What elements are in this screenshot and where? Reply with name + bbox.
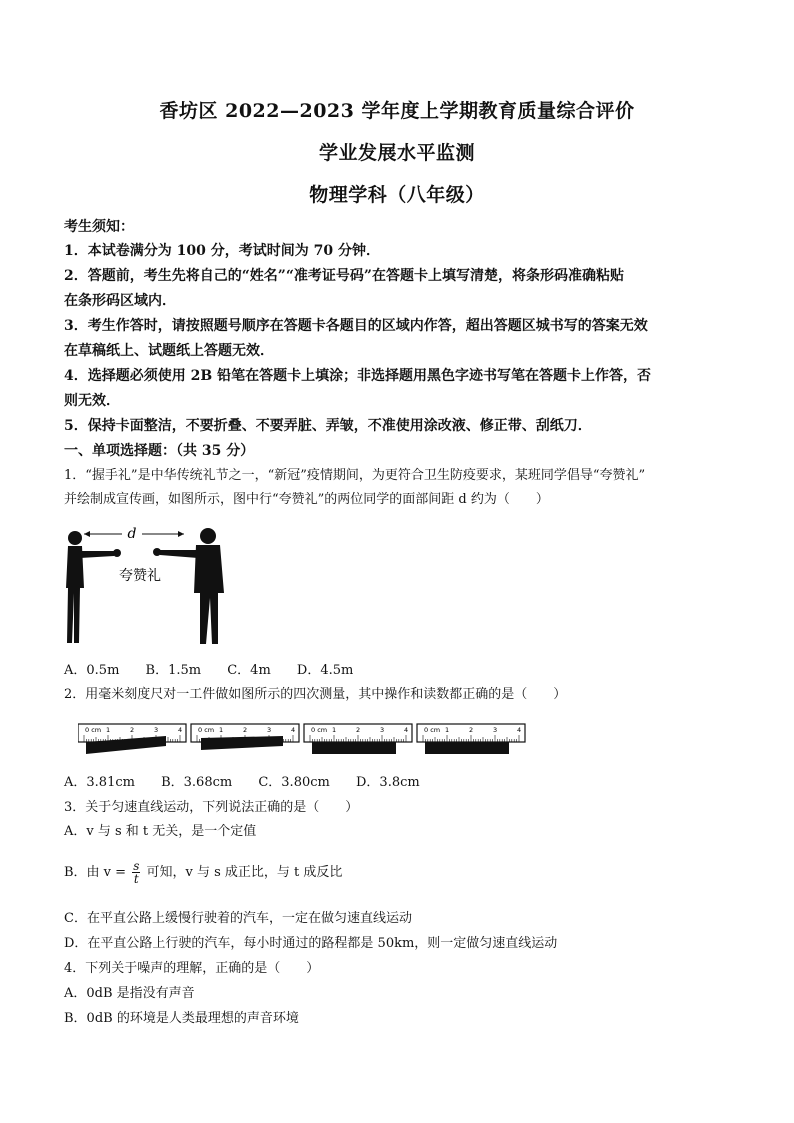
q2-option-d[interactable]: D．3.8cm bbox=[356, 775, 420, 790]
q1-option-c[interactable]: C．4m bbox=[227, 663, 271, 678]
fraction-numerator: s bbox=[133, 859, 140, 873]
q3-stem: 3．关于匀速直线运动，下列说法正确的是（ ） bbox=[64, 800, 359, 815]
q2-rulers-figure bbox=[78, 722, 528, 766]
q2-option-b[interactable]: B．3.68cm bbox=[161, 775, 233, 790]
q1-option-b[interactable]: B．1.5m bbox=[145, 663, 202, 678]
q3-option-b-suffix: 可知，v 与 s 成正比，与 t 成反比 bbox=[146, 865, 343, 880]
exam-subtitle: 学业发展水平监测 bbox=[318, 142, 475, 164]
ruler-tick-label: 4 bbox=[517, 726, 522, 734]
workpiece bbox=[201, 736, 283, 750]
q1-stem-line2: 并绘制成宣传画，如图所示，图中行“夸赞礼”的两位同学的面部间距 d 约为（ ） bbox=[64, 492, 549, 507]
ruler-tick-label: 4 bbox=[291, 726, 296, 734]
rulers-svg bbox=[78, 722, 528, 766]
q1-options bbox=[64, 662, 375, 680]
left-person-silhouette bbox=[66, 531, 121, 643]
ruler-tick-label: 2 bbox=[469, 726, 474, 734]
exam-title: 香坊区 2022—2023 学年度上学期教育质量综合评价 bbox=[159, 100, 635, 122]
ruler-tick-label: 2 bbox=[243, 726, 248, 734]
q1-stem-line1: 1．“握手礼”是中华传统礼节之一，“新冠”疫情期间，为更符合卫生防疫要求，某班同学倡导“夸赞礼” bbox=[64, 468, 646, 483]
ruler-3 bbox=[304, 724, 412, 754]
ruler-2 bbox=[191, 724, 299, 750]
ruler-tick-label: 3 bbox=[380, 726, 385, 734]
ruler-tick-label: 0 cm bbox=[85, 726, 102, 734]
ruler-tick-label: 2 bbox=[356, 726, 361, 734]
q1-figure bbox=[60, 518, 240, 648]
q2-option-c[interactable]: C．3.80cm bbox=[258, 775, 330, 790]
ruler-tick-label: 0 cm bbox=[424, 726, 441, 734]
workpiece bbox=[425, 742, 509, 754]
right-person-silhouette bbox=[153, 528, 224, 644]
ruler-tick-label: 3 bbox=[154, 726, 159, 734]
ruler-tick-label: 1 bbox=[445, 726, 450, 734]
notice-item-5: 5．保持卡面整洁，不要折叠、不要弄脏、弄皱，不准使用涂改液、修正带、刮纸刀． bbox=[64, 418, 592, 434]
ruler-1 bbox=[78, 724, 186, 754]
notice-heading: 考生须知： bbox=[64, 219, 134, 235]
q1-option-a[interactable]: A．0.5m bbox=[64, 663, 120, 678]
ruler-4 bbox=[417, 724, 525, 754]
ruler-tick-label: 1 bbox=[332, 726, 337, 734]
figure-caption: 夸赞礼 bbox=[119, 568, 161, 584]
ruler-tick-label: 4 bbox=[404, 726, 409, 734]
q3-option-c[interactable]: C．在平直公路上缓慢行驶着的汽车，一定在做匀速直线运动 bbox=[64, 911, 412, 926]
notice-item-2: 2．答题前，考生先将自己的“姓名”“准考证号码”在答题卡上填写清楚，将条形码准确粘贴 bbox=[64, 268, 624, 284]
distance-d-label: d bbox=[127, 526, 137, 542]
ruler-tick-label: 1 bbox=[219, 726, 224, 734]
ruler-tick-label: 4 bbox=[178, 726, 183, 734]
notice-item-3: 3．考生作答时，请按照题号顺序在答题卡各题目的区域内作答，超出答题区城书写的答案无效 bbox=[64, 318, 648, 334]
q4-stem: 4．下列关于噪声的理解，正确的是（ ） bbox=[64, 961, 320, 976]
notice-item-2-cont: 在条形码区域内． bbox=[64, 293, 176, 309]
ruler-tick-label: 0 cm bbox=[311, 726, 328, 734]
notice-item-4: 4．选择题必须使用 2B 铅笔在答题卡上填涂；非选择题用黑色字迹书写笔在答题卡上作答，否 bbox=[64, 368, 652, 384]
notice-item-4-cont: 则无效． bbox=[64, 393, 120, 409]
exam-subject: 物理学科（八年级） bbox=[309, 184, 485, 206]
ruler-tick-label: 3 bbox=[493, 726, 498, 734]
q2-option-a[interactable]: A．3.81cm bbox=[64, 775, 135, 790]
q2-options bbox=[64, 774, 442, 792]
ruler-tick-label: 2 bbox=[130, 726, 135, 734]
q2-stem: 2．用毫米刻度尺对一工件做如图所示的四次测量，其中操作和读数都正确的是（ ） bbox=[64, 687, 567, 702]
q4-option-b[interactable]: B．0dB 的环境是人类最理想的声音环境 bbox=[64, 1011, 299, 1026]
q3-option-b-prefix: B．由 v = bbox=[64, 865, 127, 880]
fraction-denominator: t bbox=[133, 872, 139, 886]
q1-option-d[interactable]: D．4.5m bbox=[296, 663, 354, 678]
ruler-tick-label: 3 bbox=[267, 726, 272, 734]
ruler-tick-label: 0 cm bbox=[198, 726, 215, 734]
q3-option-b[interactable] bbox=[64, 860, 342, 885]
ruler-tick-label: 1 bbox=[106, 726, 111, 734]
section-heading: 一、单项选择题：（共 35 分） bbox=[64, 443, 255, 459]
notice-item-1: 1．本试卷满分为 100 分，考试时间为 70 分钟． bbox=[64, 243, 380, 259]
notice-item-3-cont: 在草稿纸上、试题纸上答题无效． bbox=[64, 343, 274, 359]
q3-option-a[interactable]: A．v 与 s 和 t 无关，是一个定值 bbox=[64, 824, 257, 839]
q4-option-a[interactable]: A．0dB 是指没有声音 bbox=[64, 986, 195, 1001]
q3-option-d[interactable]: D．在平直公路上行驶的汽车，每小时通过的路程都是 50km，则一定做匀速直线运动 bbox=[64, 936, 558, 951]
workpiece bbox=[312, 742, 396, 754]
velocity-fraction bbox=[132, 860, 140, 885]
